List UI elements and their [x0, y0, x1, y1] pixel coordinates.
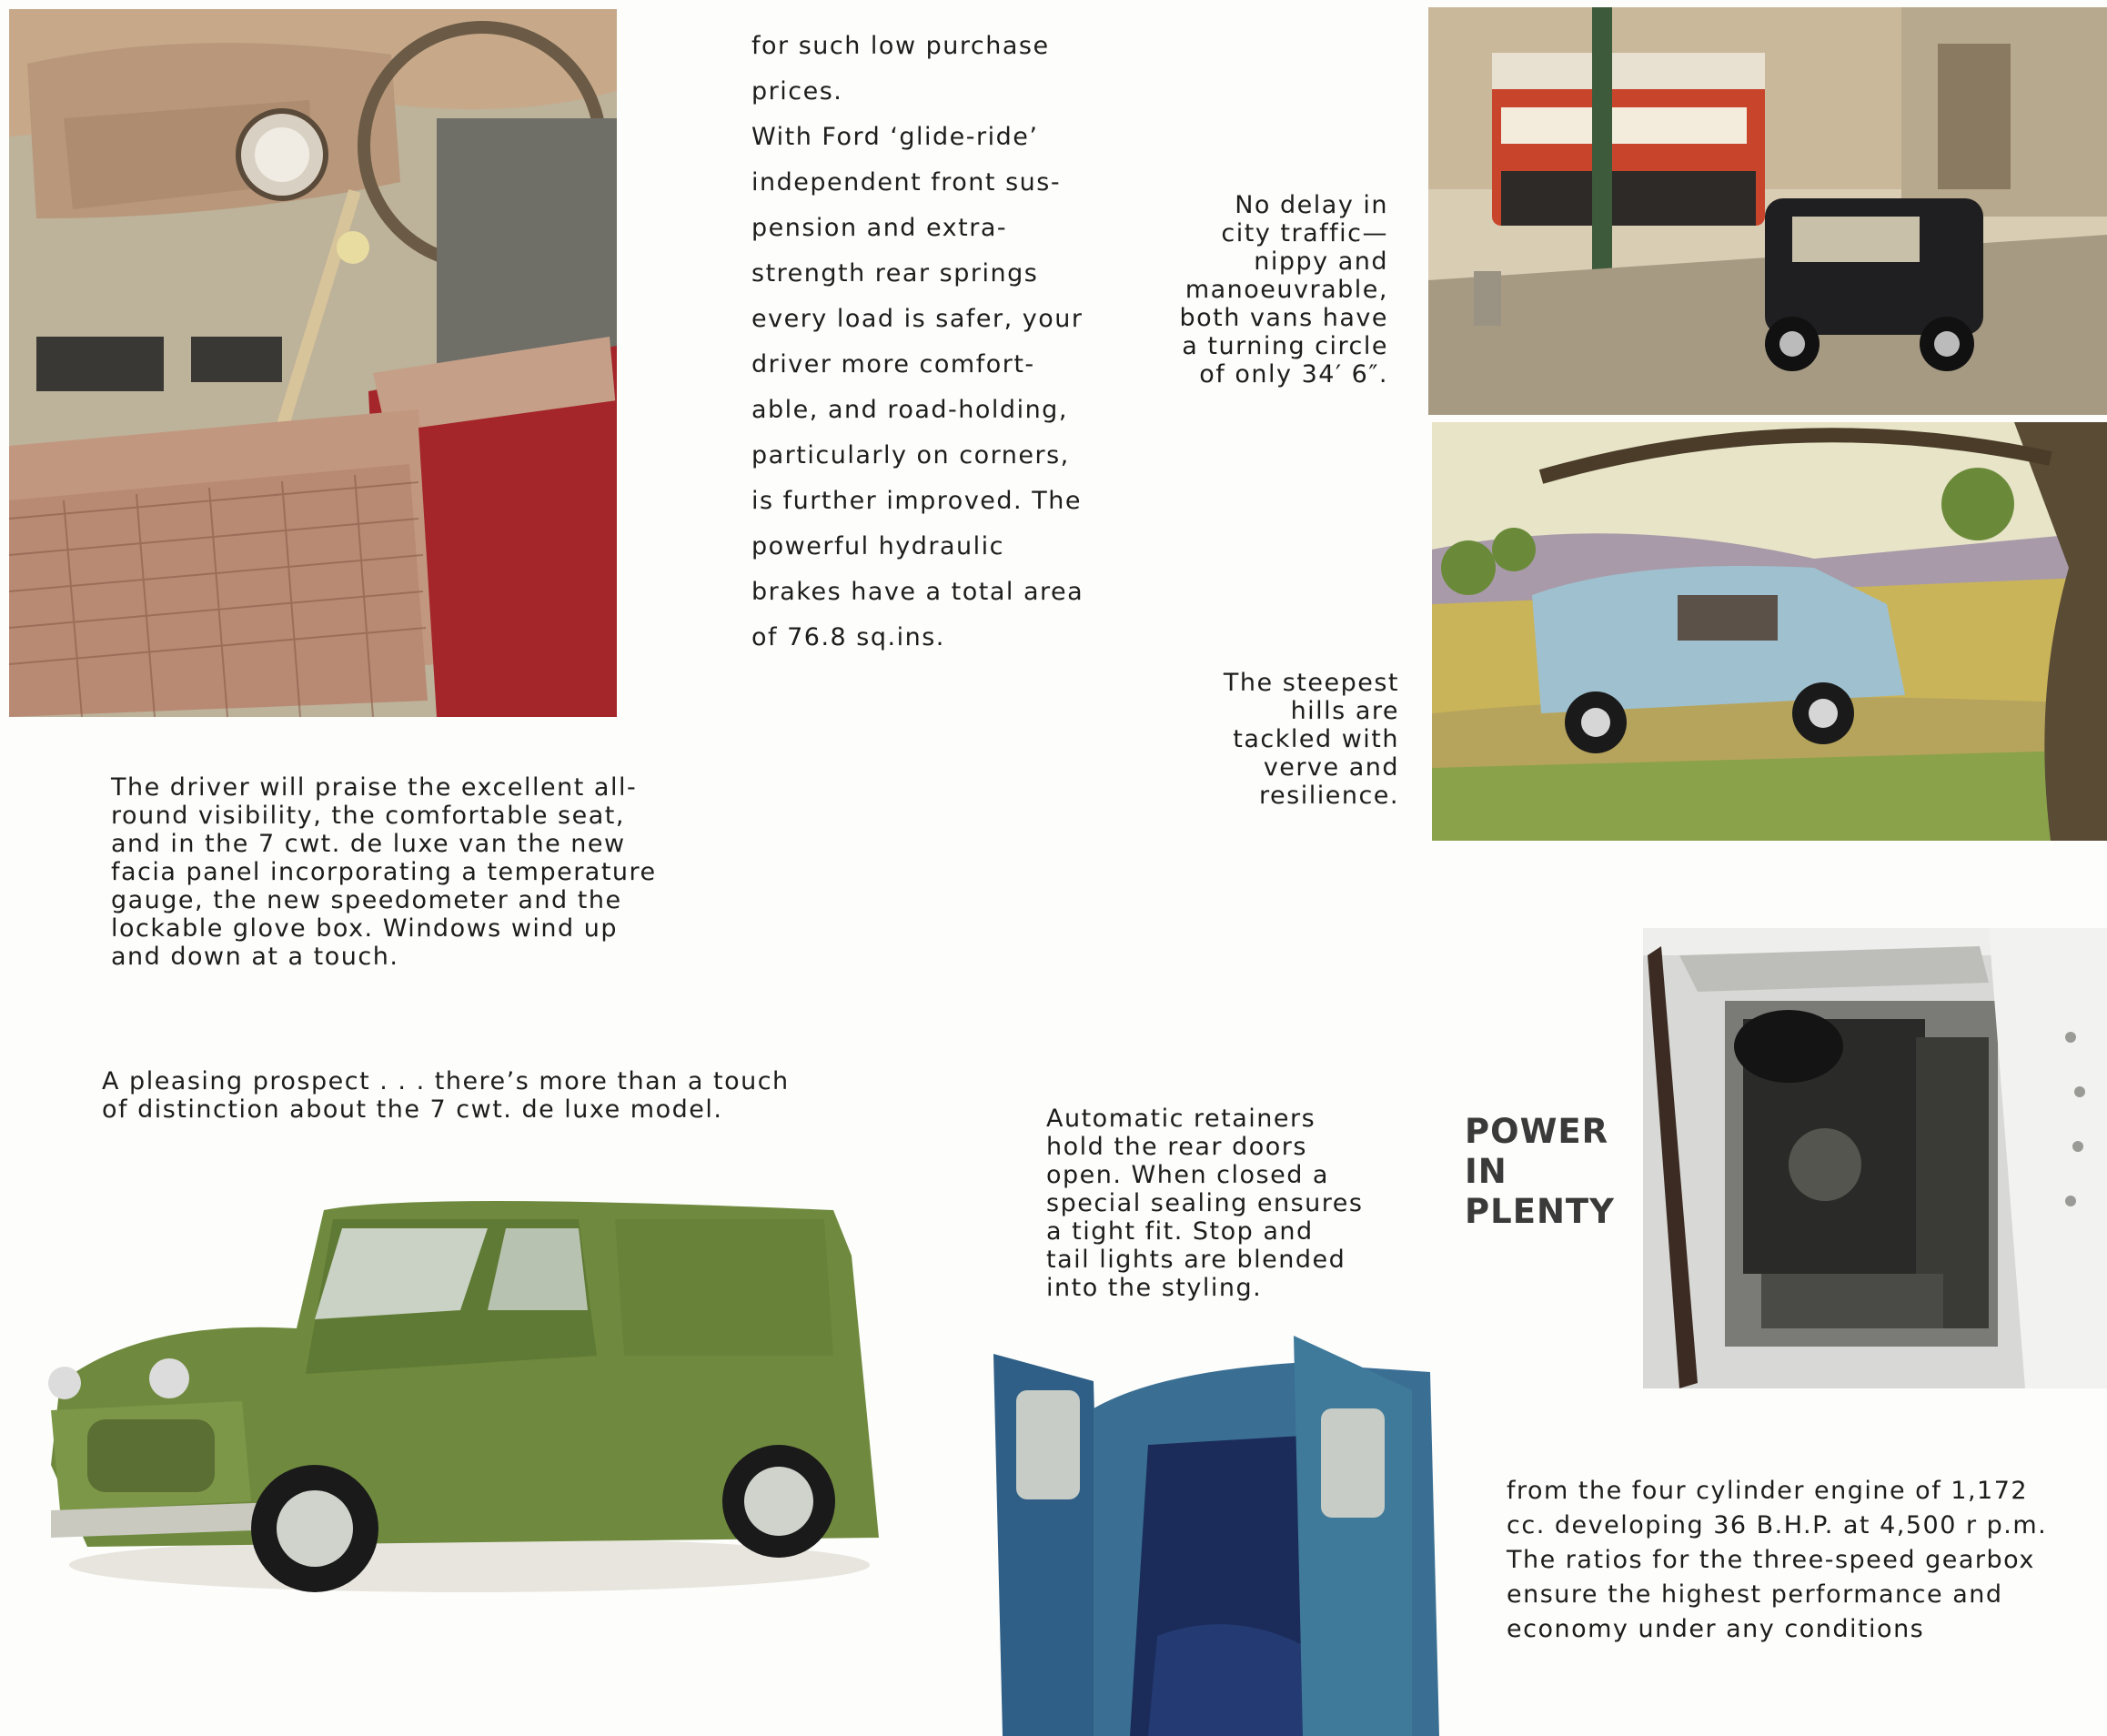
hills-caption: The steepest hills are tackled with verve and resilience.	[1223, 669, 1399, 810]
van-interior-image	[9, 9, 617, 717]
driver-caption: The driver will praise the excellent all- round visibility, the comfortable seat, and in the 7 cwt. de luxe van the new facia panel incorporating a temperature gauge, the new speedometer and the lockable glove box. Windows wind up and down at a touch.	[111, 773, 657, 971]
body-column-text: for such low purchase prices. With Ford ‘glide-ride’ independent front sus- pension and extra- strength rear springs every load is safer, your driver more comfort- able, and road-holding, particularly on corners, is further improved. The powerful hydraulic brakes have a total area of 76.8 sq.ins.	[751, 32, 1084, 651]
green-van-image	[33, 1192, 897, 1601]
engine-caption: from the four cylinder engine of 1,172 cc. developing 36 B.H.P. at 4,500 r p.m. The ratios for the three-speed gearbox ensure the highest performance and economy under any conditions	[1507, 1477, 2048, 1643]
rear-doors-image	[993, 1336, 1439, 1736]
engine-photo	[1643, 928, 2107, 1388]
prospect-caption: A pleasing prospect . . . there’s more than a touch of distinction about the 7 cwt. de luxe model.	[102, 1067, 790, 1124]
city-traffic-image	[1428, 7, 2107, 415]
city-traffic-caption: No delay in city traffic— nippy and manoeuvrable, both vans have a turning circle of only 34′ 6″.	[1179, 191, 1388, 389]
power-in-plenty-heading: POWER IN PLENTY	[1465, 1112, 1615, 1231]
hill-driving-image	[1432, 422, 2107, 841]
retainers-caption: Automatic retainers hold the rear doors open. When closed a special sealing ensures a tight fit. Stop and tail lights are blended into the styling.	[1046, 1105, 1364, 1302]
